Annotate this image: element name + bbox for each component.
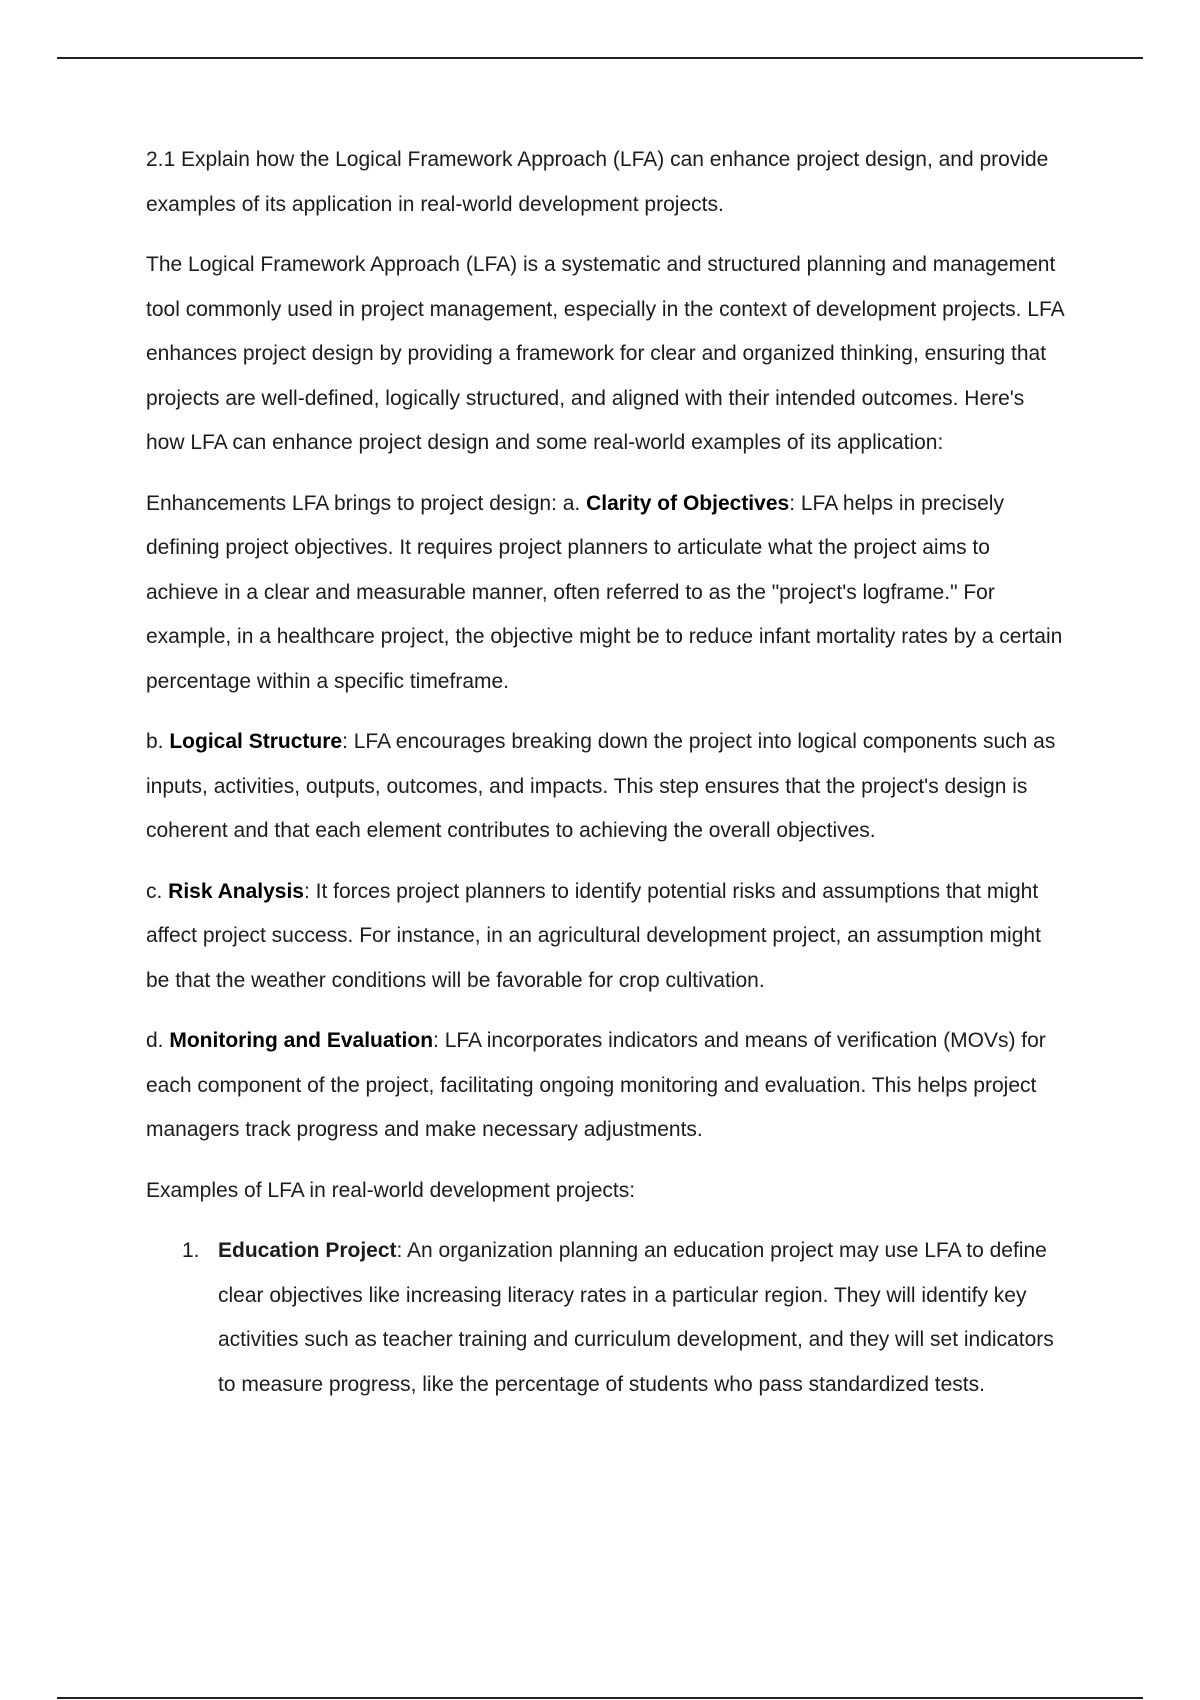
document-body [146,138,1066,1407]
enhancement-prefix: c. [146,879,169,903]
enhancement-monitoring-paragraph [146,1019,1066,1153]
bottom-rule [57,1697,1143,1699]
enhancement-prefix: d. [146,1029,170,1052]
enhancement-title: Clarity of Objectives [586,491,790,515]
enhancement-body: : LFA helps in precisely defining project objectives. It requires project planners to articulate what the project aims to achieve in a clear and measurable manner, often referred to as the "project's logframe." For example, in a healthcare project, the objective might be to reduce infant mortality rates by a certain percentage within a specific timeframe. [146,491,1063,693]
enhancement-prefix: b. [146,730,170,753]
enhancement-logical-structure-paragraph [146,720,1066,854]
enhancement-clarity-paragraph [146,482,1066,705]
question-text: 2.1 Explain how the Logical Framework Approach (LFA) can enhance project design, and provide examples of its application in real-world development projects. [146,148,1049,216]
enhancement-body: : LFA encourages breaking down the project into logical components such as inputs, activities, outputs, outcomes, and impacts. This step ensures that the project's design is coherent and that each element contributes to achieving the overall objectives. [146,730,1056,842]
enhancement-title: Logical Structure [169,730,343,753]
intro-text: The Logical Framework Approach (LFA) is a systematic and structured planning and management tool commonly used in project management, especially in the context of development projects. LFA enhances project design by providing a framework for clear and organized thinking, ensuring that projects are well-defined, logically structured, and aligned with their intended outcomes. Here's how LFA can enhance project design and some real-world examples of its application: [146,253,1064,454]
enhancement-body: : LFA incorporates indicators and means of verification (MOVs) for each component of the project, facilitating ongoing monitoring and evaluation. This helps project managers track progress and make necessary adjustments. [146,1029,1046,1141]
enhancements-lead: Enhancements LFA brings to project design: a. [146,491,587,515]
enhancement-title: Monitoring and Evaluation [169,1029,434,1052]
list-item-number: 1. [182,1239,200,1262]
enhancement-body: : It forces project planners to identify potential risks and assumptions that might affect project success. For instance, in an agricultural development project, an assumption might be that the weather conditions will be favorable for crop cultivation. [146,879,1041,992]
examples-list [146,1229,1066,1407]
intro-paragraph [146,243,1066,466]
examples-heading-text: Examples of LFA in real-world development projects: [146,1178,636,1202]
list-item-body: : An organization planning an education project may use LFA to define clear objectives like increasing literacy rates in a particular region. They will identify key activities such as teacher training and curriculum development, and they will set indicators to measure progress, like the percentage of students who pass standardized tests. [218,1239,1054,1396]
examples-heading [146,1169,1066,1214]
list-item [146,1229,1066,1407]
list-item-title: Education Project [218,1239,397,1262]
enhancement-title: Risk Analysis [168,879,304,903]
top-rule [57,57,1143,59]
enhancement-risk-analysis-paragraph [146,870,1066,1004]
question-paragraph [146,138,1066,227]
